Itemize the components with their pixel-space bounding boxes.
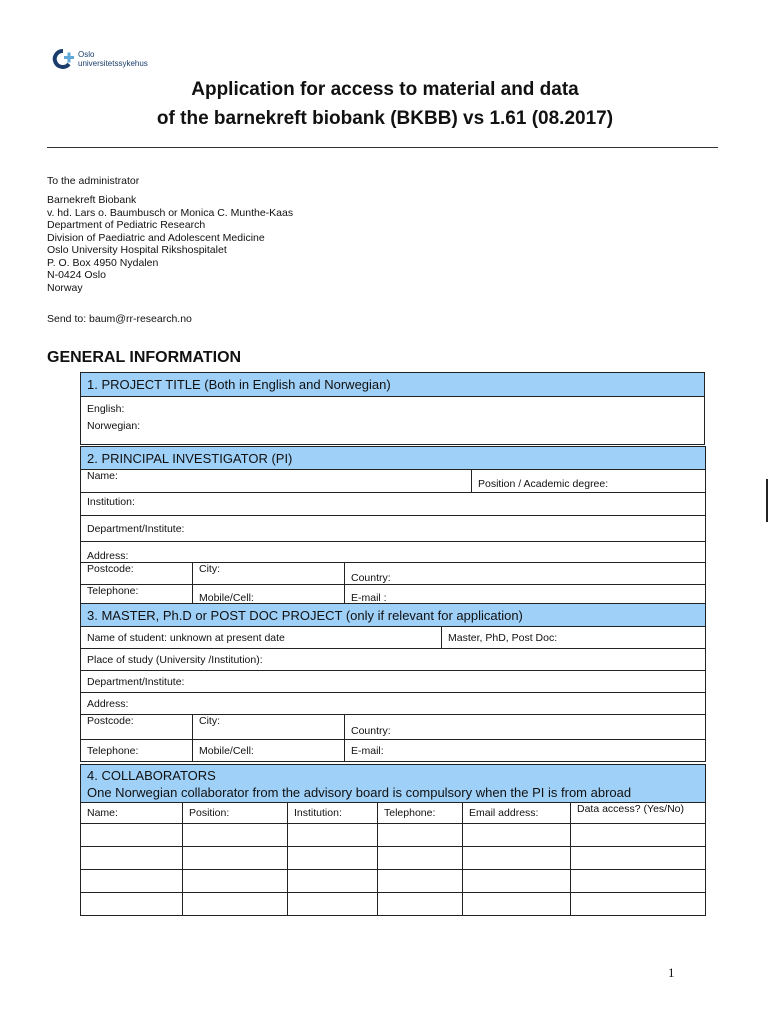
page-number: 1 bbox=[668, 965, 675, 980]
collaborator-cell[interactable] bbox=[81, 870, 183, 893]
collaborator-cell[interactable] bbox=[571, 893, 706, 916]
recipient-to: To the administrator bbox=[47, 175, 140, 187]
text-cursor-mark bbox=[766, 479, 768, 522]
section-4-header bbox=[81, 765, 706, 803]
collaborator-cell[interactable] bbox=[183, 893, 288, 916]
table-row bbox=[81, 824, 706, 847]
logo-mark-icon bbox=[50, 48, 76, 70]
column-header-email: Email address: bbox=[463, 803, 571, 824]
column-header-institution: Institution: bbox=[288, 803, 378, 824]
collaborator-cell[interactable] bbox=[183, 847, 288, 870]
student-level-field[interactable]: Master, PhD, Post Doc: bbox=[442, 627, 706, 649]
pi-postcode-field[interactable]: Postcode: bbox=[81, 563, 193, 585]
address-line: Division of Paediatric and Adolescent Medicine bbox=[47, 231, 265, 244]
collaborator-cell[interactable] bbox=[288, 847, 378, 870]
logo-line-1: Oslo bbox=[78, 50, 95, 59]
project-title-field[interactable] bbox=[81, 397, 705, 445]
title-divider bbox=[47, 147, 718, 148]
student-city-field[interactable]: City: bbox=[193, 715, 345, 740]
pi-mobile-field[interactable]: Mobile/Cell: bbox=[193, 585, 345, 605]
section-4-subtitle: One Norwegian collaborator from the advisory board is compulsory when the PI is from abroad bbox=[87, 784, 632, 800]
address-line: Department of Pediatric Research bbox=[47, 219, 206, 231]
send-to-line: Send to: baum@rr-research.no bbox=[47, 313, 192, 325]
collaborator-cell[interactable] bbox=[571, 847, 706, 870]
collaborator-cell[interactable] bbox=[378, 893, 463, 916]
student-project-section bbox=[80, 603, 706, 762]
collaborator-cell[interactable] bbox=[378, 870, 463, 893]
address-line: Norway bbox=[47, 281, 83, 294]
collaborator-cell[interactable] bbox=[571, 870, 706, 893]
collaborator-cell[interactable] bbox=[463, 824, 571, 847]
column-header-telephone: Telephone: bbox=[378, 803, 463, 824]
student-email-field[interactable]: E-mail: bbox=[345, 740, 706, 762]
student-country-field[interactable]: Country: bbox=[345, 715, 706, 740]
collaborators-section bbox=[80, 764, 706, 916]
pi-name-field[interactable]: Name: bbox=[81, 470, 472, 493]
collaborator-cell[interactable] bbox=[288, 893, 378, 916]
table-row bbox=[81, 847, 706, 870]
address-line: Barnekreft Biobank bbox=[47, 194, 137, 206]
address-line: Oslo University Hospital Rikshospitalet bbox=[47, 244, 227, 256]
general-information-heading: GENERAL INFORMATION bbox=[47, 349, 242, 366]
hospital-logo bbox=[50, 48, 180, 72]
pi-address-field[interactable]: Address: bbox=[81, 542, 706, 563]
address-line: N-0424 Oslo bbox=[47, 269, 106, 281]
collaborator-cell[interactable] bbox=[81, 893, 183, 916]
student-postcode-field[interactable]: Postcode: bbox=[81, 715, 193, 740]
collaborator-cell[interactable] bbox=[463, 870, 571, 893]
collaborator-cell[interactable] bbox=[378, 847, 463, 870]
pi-telephone-field[interactable]: Telephone: bbox=[81, 585, 193, 605]
column-header-name: Name: bbox=[81, 803, 183, 824]
address-line: v. hd. Lars o. Baumbusch or Monica C. Munthe-Kaas bbox=[47, 206, 294, 219]
student-name-field[interactable]: Name of student: unknown at present date bbox=[81, 627, 442, 649]
section-2-header: 2. PRINCIPAL INVESTIGATOR (PI) bbox=[81, 447, 706, 470]
collaborator-cell[interactable] bbox=[463, 893, 571, 916]
column-header-data-access: Data access? (Yes/No) bbox=[571, 803, 706, 824]
collaborator-cell[interactable] bbox=[463, 847, 571, 870]
section-1-header: 1. PROJECT TITLE (Both in English and Norwegian) bbox=[81, 373, 705, 397]
place-of-study-field[interactable]: Place of study (University /Institution): bbox=[81, 649, 706, 671]
document-title-line-1: Application for access to material and data bbox=[191, 79, 579, 100]
pi-country-field[interactable]: Country: bbox=[345, 563, 706, 585]
section-4-title: 4. COLLABORATORS bbox=[87, 767, 216, 783]
project-title-section bbox=[80, 372, 705, 445]
english-label: English: bbox=[87, 403, 125, 415]
collaborator-cell[interactable] bbox=[288, 870, 378, 893]
pi-email-field[interactable]: E-mail : bbox=[345, 585, 706, 605]
collaborator-cell[interactable] bbox=[571, 824, 706, 847]
recipient-address bbox=[47, 194, 293, 294]
pi-institution-field[interactable]: Institution: bbox=[81, 493, 706, 516]
logo-line-2: universitetssykehus bbox=[78, 59, 148, 68]
collaborator-cell[interactable] bbox=[183, 870, 288, 893]
collaborator-cell[interactable] bbox=[183, 824, 288, 847]
student-mobile-field[interactable]: Mobile/Cell: bbox=[193, 740, 345, 762]
logo-text bbox=[78, 50, 148, 68]
student-address-field[interactable]: Address: bbox=[81, 693, 706, 715]
student-telephone-field[interactable]: Telephone: bbox=[81, 740, 193, 762]
column-header-position: Position: bbox=[183, 803, 288, 824]
collaborator-cell[interactable] bbox=[81, 824, 183, 847]
section-3-header: 3. MASTER, Ph.D or POST DOC PROJECT (only if relevant for application) bbox=[81, 604, 706, 627]
table-row bbox=[81, 870, 706, 893]
collaborator-cell[interactable] bbox=[81, 847, 183, 870]
collaborator-cell[interactable] bbox=[288, 824, 378, 847]
norwegian-label: Norwegian: bbox=[87, 420, 141, 432]
student-department-field[interactable]: Department/Institute: bbox=[81, 671, 706, 693]
collaborator-cell[interactable] bbox=[378, 824, 463, 847]
pi-department-field[interactable]: Department/Institute: bbox=[81, 516, 706, 542]
table-row bbox=[81, 893, 706, 916]
document-title-line-2: of the barnekreft biobank (BKBB) vs 1.61 (08.2017) bbox=[156, 108, 614, 129]
address-line: P. O. Box 4950 Nydalen bbox=[47, 256, 159, 269]
principal-investigator-section bbox=[80, 446, 706, 605]
pi-position-field[interactable]: Position / Academic degree: bbox=[472, 470, 706, 493]
pi-city-field[interactable]: City: bbox=[193, 563, 345, 585]
